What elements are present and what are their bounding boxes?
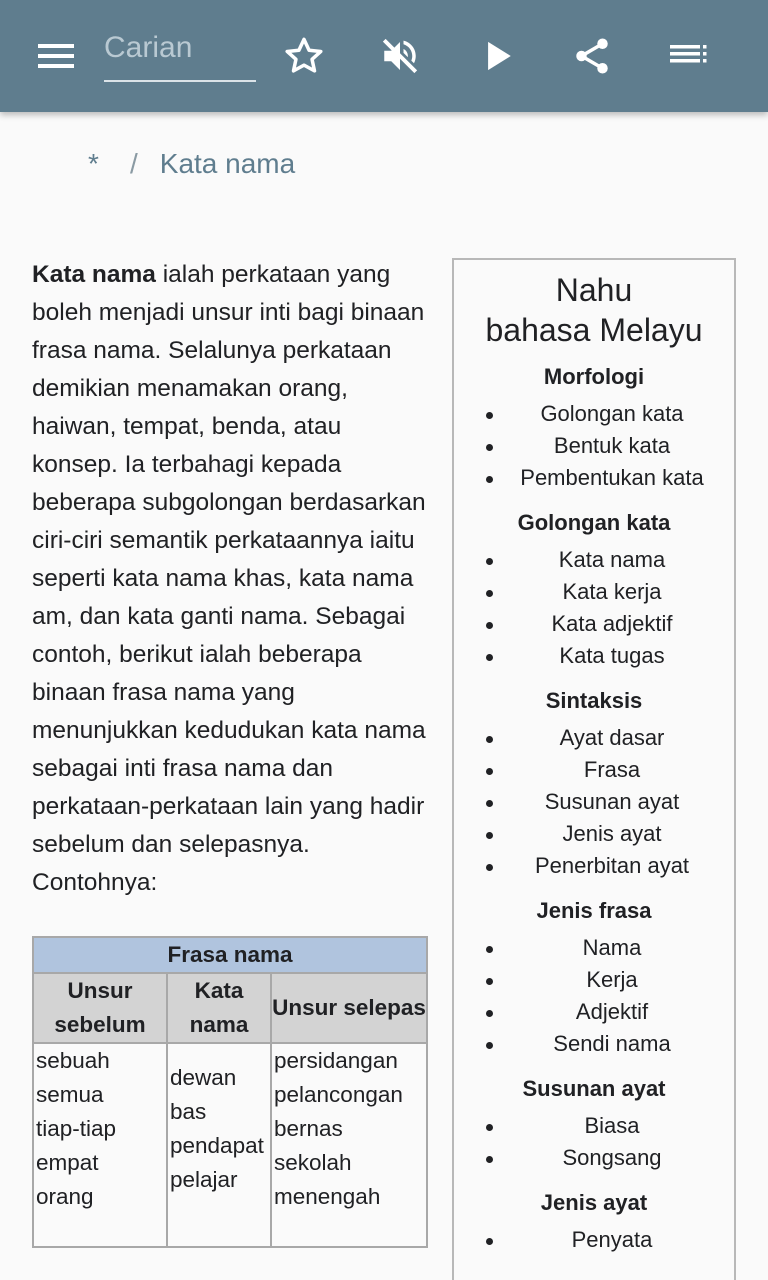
cell-word: sebuah <box>36 1048 110 1073</box>
infobox-link[interactable]: Biasa <box>454 1110 734 1142</box>
infobox-link[interactable]: Nama <box>454 932 734 964</box>
cell-word: dewan <box>170 1065 237 1090</box>
cell-word: pelancongan <box>274 1082 403 1107</box>
infobox-link[interactable]: Kata tugas <box>454 640 734 672</box>
infobox-link[interactable]: Kerja <box>454 964 734 996</box>
app-toolbar <box>0 0 768 112</box>
infobox-link[interactable]: Pembentukan kata <box>454 462 734 494</box>
infobox-link[interactable]: Kata nama <box>454 544 734 576</box>
menu-icon <box>36 41 76 71</box>
article-body: ialah perkataan yang boleh menjadi unsur inti bagi binaan frasa nama. Selalunya perkataan demikian menamakan orang, haiwan, tempat, benda, atau konsep. Ia terbahagi kepada beberapa subgolongan berdasarkan ciri-ciri semantik perkataannya iaitu seperti kata nama khas, kata nama am, dan kata ganti nama. Sebagai contoh, berikut ialah beberapa binaan frasa nama yang menunjukkan kedudukan kata nama sebagai inti frasa nama dan perkataan-perkataan lain yang hadir sebelum dan selepasnya. Contohnya: <box>32 261 426 896</box>
article-term: Kata nama <box>32 261 156 288</box>
infobox-title <box>454 270 734 350</box>
infobox-section <box>454 1074 734 1174</box>
infobox-section-heading: Susunan ayat <box>522 1076 666 1101</box>
infobox-link[interactable]: Jenis ayat <box>454 818 734 850</box>
table-header: Unsur sebelum <box>33 973 167 1043</box>
breadcrumb-home[interactable]: * <box>88 148 99 179</box>
infobox-section-heading: Jenis frasa <box>536 898 652 923</box>
playlist-icon <box>668 42 708 70</box>
cell-word: persidangan <box>274 1048 398 1073</box>
table-row <box>33 1043 427 1247</box>
cell-word: empat <box>36 1150 99 1175</box>
table-cell-before <box>33 1043 167 1247</box>
contents-button[interactable] <box>656 28 720 84</box>
cell-word: menengah <box>274 1184 381 1209</box>
infobox-section <box>454 686 734 882</box>
menu-button[interactable] <box>24 32 88 80</box>
share-icon <box>571 35 613 77</box>
infobox-title-line2: bahasa Melayu <box>485 312 703 348</box>
search-input[interactable] <box>104 26 256 70</box>
infobox-section-heading: Golongan kata <box>517 510 671 535</box>
infobox-section-heading: Morfologi <box>543 364 645 389</box>
infobox-link[interactable]: Susunan ayat <box>454 786 734 818</box>
volume-off-icon <box>379 35 421 77</box>
infobox-link[interactable]: Ayat dasar <box>454 722 734 754</box>
table-caption: Frasa nama <box>33 937 427 973</box>
share-button[interactable] <box>560 28 624 84</box>
bookmark-button[interactable] <box>272 28 336 84</box>
mute-button[interactable] <box>368 28 432 84</box>
infobox-link[interactable]: Kata kerja <box>454 576 734 608</box>
infobox-section-heading: Sintaksis <box>545 688 643 713</box>
star-icon <box>283 35 325 77</box>
infobox-link[interactable]: Kata adjektif <box>454 608 734 640</box>
cell-word: tiap-tiap <box>36 1116 117 1141</box>
breadcrumb-current[interactable]: Kata nama <box>159 148 296 179</box>
search-field[interactable] <box>104 26 256 82</box>
breadcrumb <box>88 148 295 180</box>
infobox-section <box>454 508 734 672</box>
cell-word: pelajar <box>170 1167 238 1192</box>
infobox-link[interactable]: Penyata <box>454 1224 734 1256</box>
table-cell-noun <box>167 1043 271 1247</box>
cell-word: bernas <box>274 1116 343 1141</box>
infobox-link[interactable]: Golongan kata <box>454 398 734 430</box>
infobox-link[interactable]: Frasa <box>454 754 734 786</box>
table-header: Kata nama <box>167 973 271 1043</box>
table-header: Unsur selepas <box>271 973 427 1043</box>
infobox-link[interactable]: Songsang <box>454 1142 734 1174</box>
cell-word: pendapat <box>170 1133 264 1158</box>
infobox-link[interactable]: Bentuk kata <box>454 430 734 462</box>
frasa-nama-table <box>32 936 428 1248</box>
infobox-section <box>454 1188 734 1256</box>
cell-word: semua <box>36 1082 104 1107</box>
infobox-title-line1: Nahu <box>555 272 633 308</box>
table-cell-after <box>271 1043 427 1247</box>
infobox-link[interactable]: Penerbitan ayat <box>454 850 734 882</box>
cell-word: bas <box>170 1099 207 1124</box>
cell-word: orang <box>36 1184 94 1209</box>
infobox-section <box>454 362 734 494</box>
breadcrumb-separator: / <box>130 148 138 179</box>
cell-word: sekolah <box>274 1150 352 1175</box>
play-icon <box>481 39 515 73</box>
grammar-infobox <box>452 258 736 1280</box>
infobox-link[interactable]: Sendi nama <box>454 1028 734 1060</box>
infobox-section-heading: Jenis ayat <box>540 1190 648 1215</box>
infobox-link[interactable]: Adjektif <box>454 996 734 1028</box>
infobox-section <box>454 896 734 1060</box>
article-paragraph <box>32 256 432 902</box>
play-button[interactable] <box>466 28 530 84</box>
